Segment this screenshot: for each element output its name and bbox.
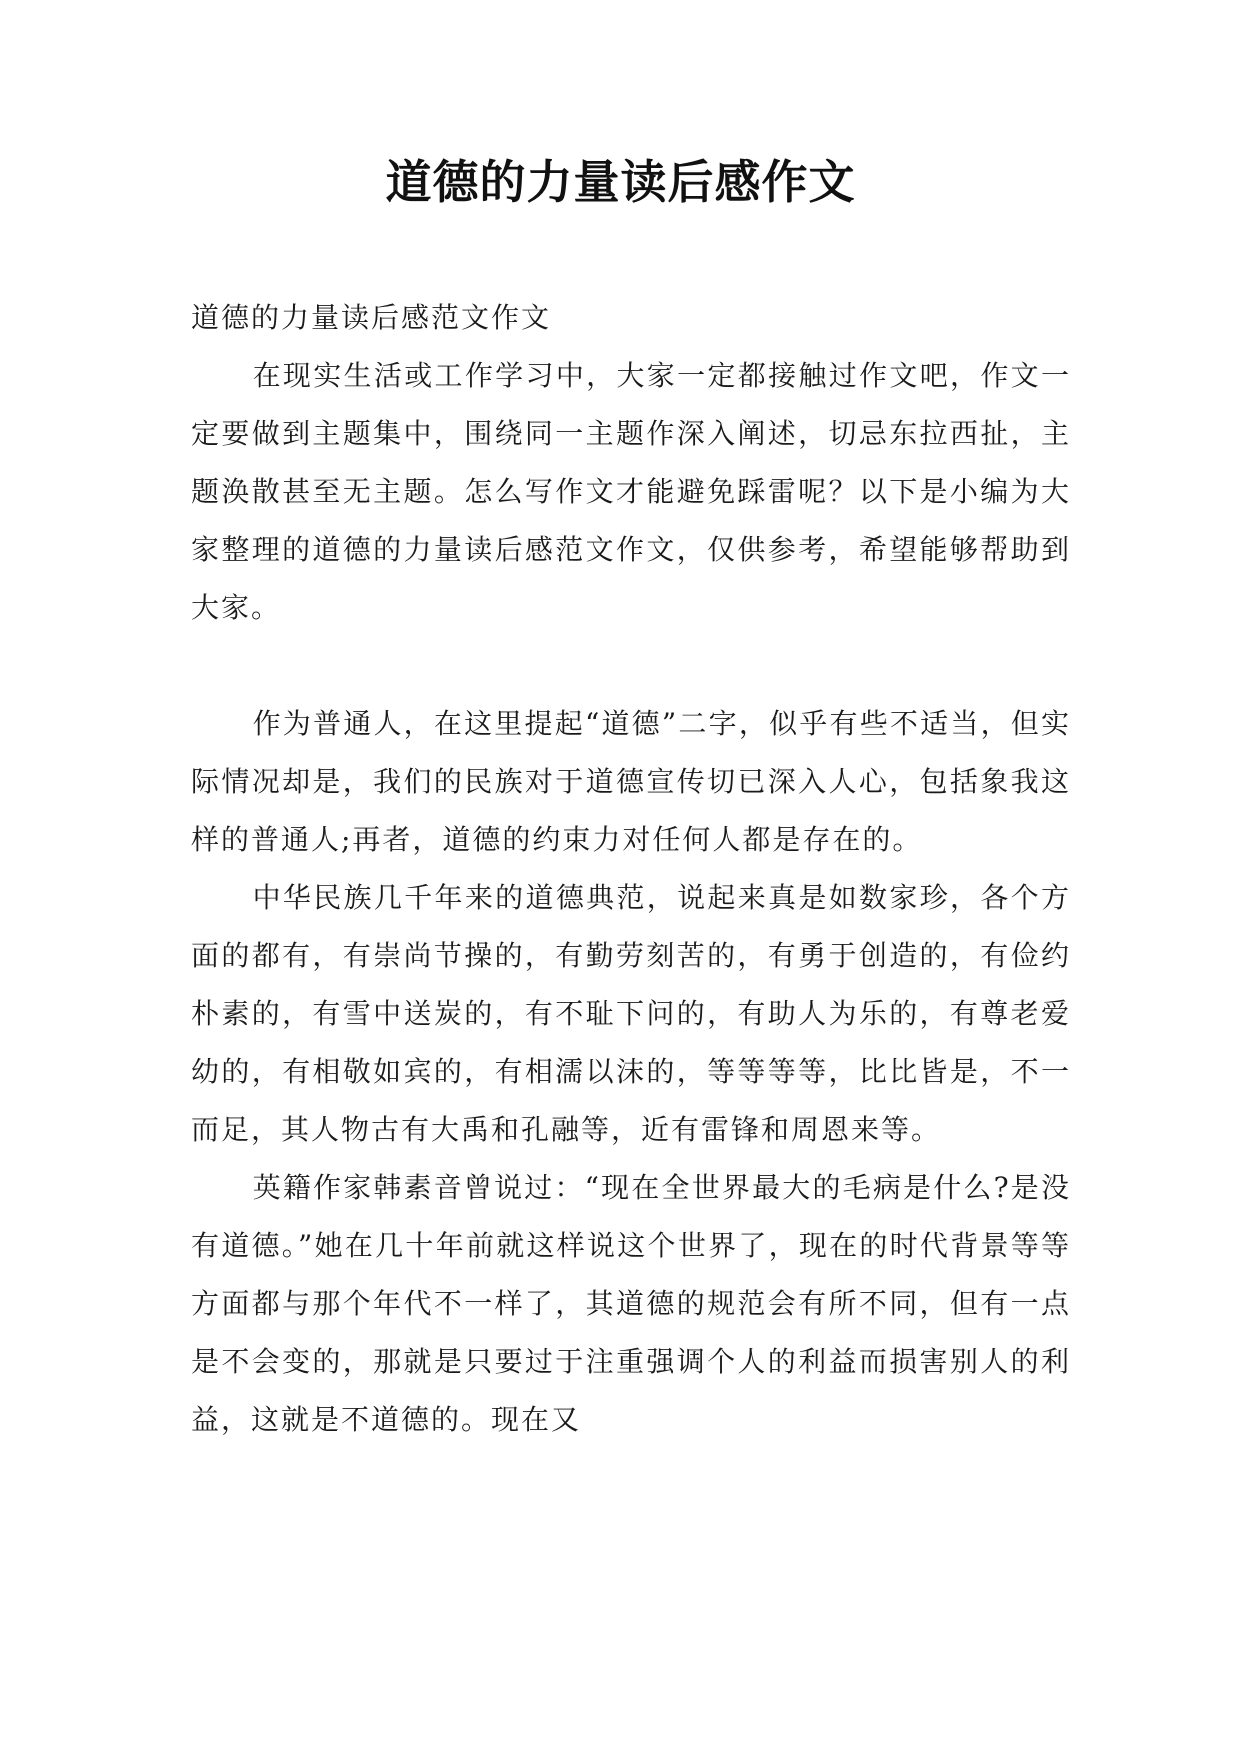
document-subtitle: 道德的力量读后感范文作文 [191, 301, 552, 334]
paragraph-moral-models: 中华民族几千年来的道德典范，说起来真是如数家珍，各个方面的都有，有崇尚节操的，有勤劳刻苦的，有勇于创造的，有俭约朴素的，有雪中送炭的，有不耻下问的，有助人为乐的，有尊老爱幼的，有相敬如宾的，有相濡以沫的，等等等等，比比皆是，不一而足，其人物古有大禹和孔融等，近有雷锋和周恩来等。 [191, 881, 1071, 1146]
document-title: 道德的力量读后感作文 [385, 155, 856, 209]
document-body [191, 289, 1071, 1449]
paragraph-intro: 在现实生活或工作学习中，大家一定都接触过作文吧，作文一定要做到主题集中，围绕同一主题作深入阐述，切忌东拉西扯，主题涣散甚至无主题。怎么写作文才能避免踩雷呢？以下是小编为大家整理的道德的力量读后感范文作文，仅供参考，希望能够帮助到大家。 [191, 359, 1071, 624]
paragraph-ordinary-people: 作为普通人，在这里提起“道德”二字，似乎有些不适当，但实际情况却是，我们的民族对于道德宣传切已深入人心，包括象我这样的普通人;再者，道德的约束力对任何人都是存在的。 [191, 707, 1071, 856]
paragraph-han-suyin-quote: 英籍作家韩素音曾说过：“现在全世界最大的毛病是什么?是没有道德。”她在几十年前就这样说这个世界了，现在的时代背景等等方面都与那个年代不一样了，其道德的规范会有所不同，但有一点是不会变的，那就是只要过于注重强调个人的利益而损害别人的利益，这就是不道德的。现在又 [191, 1171, 1071, 1436]
